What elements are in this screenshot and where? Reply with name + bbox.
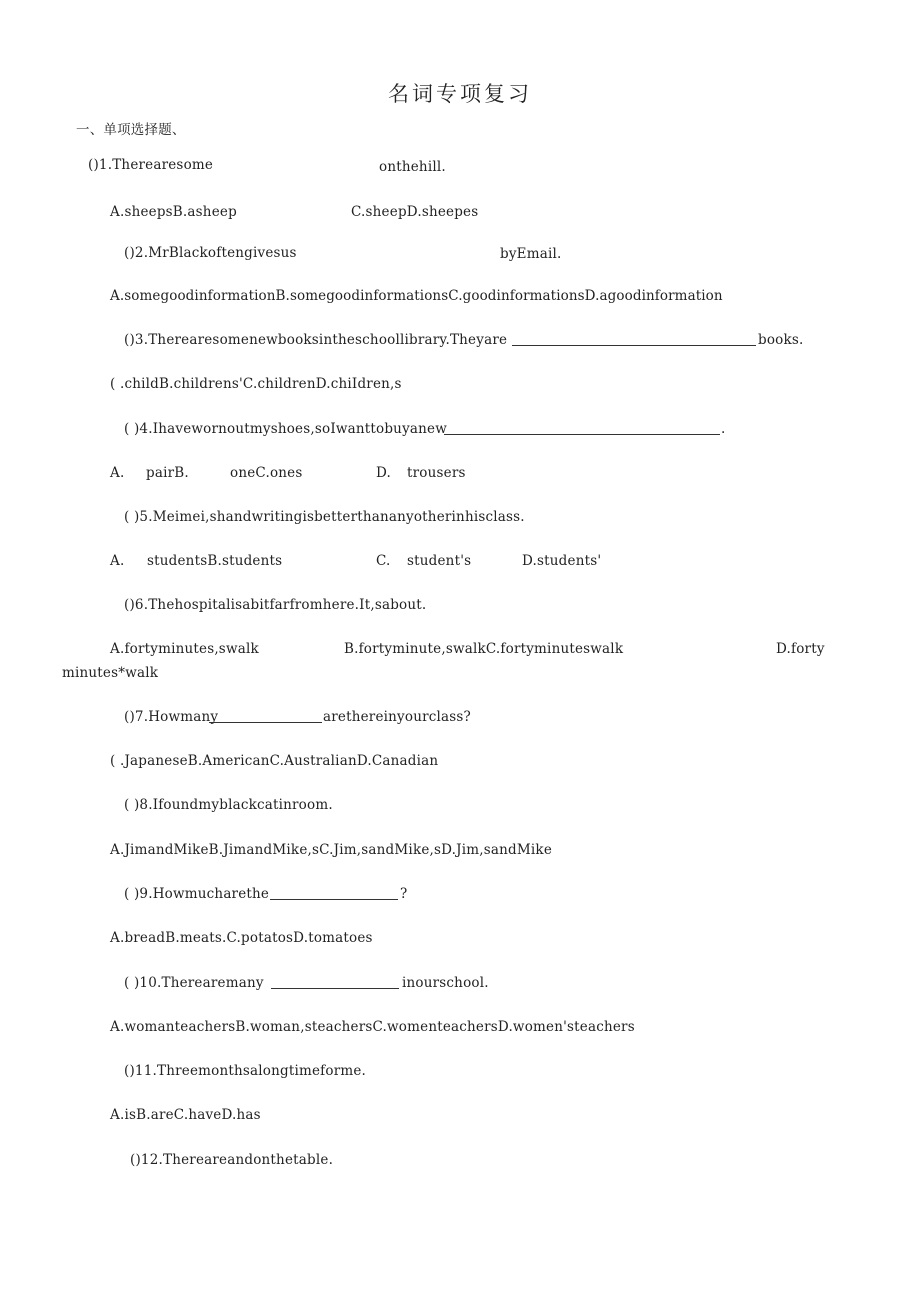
answer-blank [209, 709, 322, 723]
question-4-stem: ( )4.Ihavewornoutmyshoes,soIwanttobuyanew [124, 421, 447, 437]
question-1-stem: ()1.Therearesome [88, 157, 214, 173]
section-heading: 一、单项选择题、 [76, 122, 186, 138]
question-4-option-d-value: trousers [407, 465, 466, 481]
question-5-stem: ( )5.Meimei,shandwritingisbetterthananyotherinhisclass. [124, 509, 525, 525]
question-7-options: ( .JapaneseB.AmericanC.AustralianD.Canadian [110, 753, 439, 769]
question-5-option-a: A. [110, 553, 125, 569]
question-6-option-d: D.forty [776, 641, 825, 657]
page-title: 名词专项复习 [388, 82, 532, 106]
question-3-options: ( .childB.childrens'C.childrenD.chiIdren,s [110, 376, 402, 392]
question-9-stem: ( )9.Howmucharethe [124, 886, 270, 902]
question-1-tail: onthehill. [379, 159, 446, 175]
question-11-stem: ()11.Threemonthsalongtimeforme. [124, 1063, 367, 1079]
question-3-stem: ()3.Therearesomenewbooksintheschoollibrary.Theyare [124, 332, 508, 348]
question-3-tail: books. [758, 332, 804, 348]
question-6-option-d-continued: minutes*walk [62, 665, 159, 681]
question-5-option-d: D.students' [522, 553, 602, 569]
question-4-option-d: D. [376, 465, 392, 481]
answer-blank [270, 886, 398, 900]
question-9-options: A.breadB.meats.C.potatosD.tomatoes [110, 930, 373, 946]
question-4-tail: . [721, 421, 726, 437]
answer-blank [444, 421, 720, 435]
question-5-options-ab: studentsB.students [147, 553, 283, 569]
question-6-stem: ()6.Thehospitalisabitfarfromhere.It,sabout. [124, 597, 427, 613]
question-12-stem: ()12.Thereareandonthetable. [130, 1152, 334, 1168]
question-8-stem: ( )8.Ifoundmyblackcatinroom. [124, 797, 333, 813]
question-1-options-ab: A.sheepsB.asheep [110, 204, 237, 220]
question-8-options: A.JimandMikeB.JimandMike,sC.Jim,sandMike,sD.Jim,sandMike [110, 842, 553, 858]
question-11-options: A.isB.areC.haveD.has [110, 1107, 261, 1123]
question-2-stem: ()2.MrBlackoftengivesus [124, 245, 297, 261]
question-10-options: A.womanteachersB.woman,steachersC.womenteachersD.women'steachers [110, 1019, 635, 1035]
question-10-tail: inourschool. [402, 975, 489, 991]
question-4-options-bc: oneC.ones [230, 465, 303, 481]
question-2-tail: byEmail. [500, 246, 562, 262]
question-9-tail: ? [400, 886, 408, 902]
question-7-tail: arethereinyourclass? [323, 709, 471, 725]
answer-blank [512, 332, 756, 346]
question-4-option-a: A. [110, 465, 125, 481]
question-2-options: A.somegoodinformationB.somegoodinformationsC.goodinformationsD.agoodinformation [110, 288, 723, 304]
question-6-options-bc: B.fortyminute,swalkC.fortyminuteswalk [344, 641, 624, 657]
question-10-stem: ( )10.Therearemany [124, 975, 264, 991]
question-4-options-ab: pairB. [146, 465, 189, 481]
question-5-option-c-value: student's [407, 553, 472, 569]
question-7-stem: ()7.Howmany [124, 709, 219, 725]
question-1-options-cd: C.sheepD.sheepes [351, 204, 479, 220]
question-5-option-c: C. [376, 553, 391, 569]
answer-blank [271, 975, 399, 989]
question-6-option-a: A.fortyminutes,swalk [110, 641, 259, 657]
